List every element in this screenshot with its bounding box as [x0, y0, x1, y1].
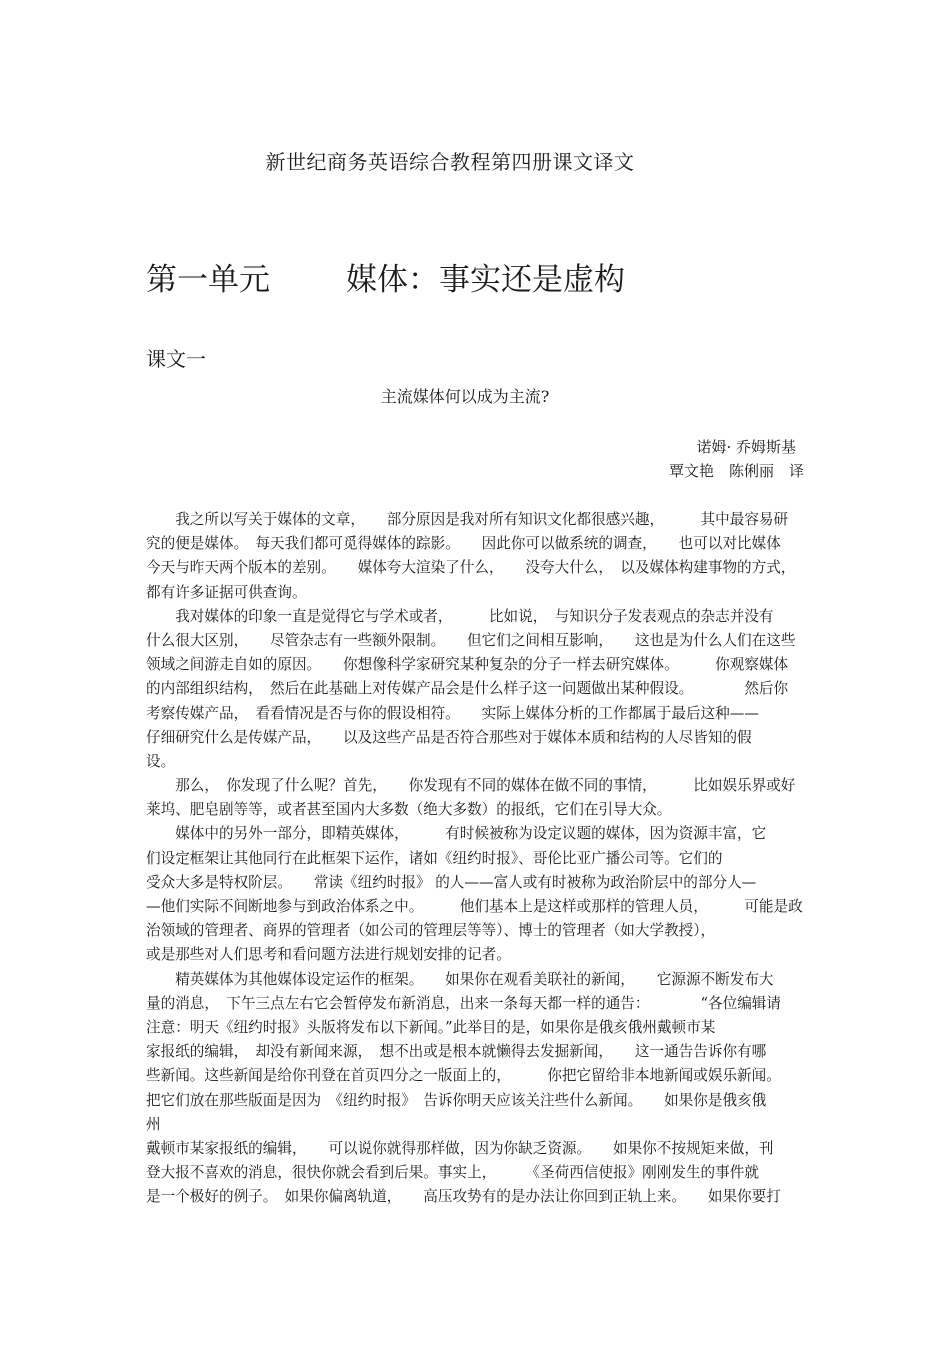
- body-line: 考察传媒产品， 看看情况是否与你的假设相符。 实际上媒体分析的工作都属于最后这种——: [146, 704, 759, 722]
- author-byline: 诺姆· 乔姆斯基: [696, 438, 796, 456]
- body-line: 是一个极好的例子。 如果你偏离轨道， 高压攻势有的是办法让你回到正轨上来。 如果你要打: [146, 1188, 781, 1206]
- body-line: 什么很大区别， 尽管杂志有一些额外限制。 但它们之间相互影响， 这也是为什么人们在这些: [146, 631, 796, 649]
- body-line: 登大报不喜欢的消息，很快你就会看到后果。事实上， 《圣荷西信使报》刚刚发生的事件就: [146, 1164, 759, 1182]
- body-line: 那么， 你发现了什么呢？首先， 你发现有不同的媒体在做不同的事情， 比如娱乐界或好: [146, 777, 796, 795]
- body-line: 受众大多是特权阶层。 常读《纽约时报》 的人——富人或有时被称为政治阶层中的部分人—: [146, 873, 757, 891]
- body-line: 都有许多证据可供查询。: [146, 583, 307, 601]
- body-line: 究的便是媒体。 每天我们都可觅得媒体的踪影。 因此你可以做系统的调查， 也可以对比媒体: [146, 535, 781, 553]
- body-line: 戴顿市某家报纸的编辑， 可以说你就得那样做，因为你缺乏资源。 如果你不按规矩来做，刊: [146, 1139, 774, 1157]
- unit-name: 媒体：事实还是虚构: [346, 262, 625, 298]
- body-line: 治领域的管理者、商界的管理者（如公司的管理层等等）、博士的管理者（如大学教授），: [146, 922, 716, 940]
- body-line: 领域之间游走自如的原因。 你想像科学家研究某种复杂的分子一样去研究媒体。 你观察媒体: [146, 656, 789, 674]
- body-line: 媒体中的另外一部分，即精英媒体， 有时候被称为设定议题的媒体，因为资源丰富，它: [146, 825, 767, 843]
- unit-heading: [146, 254, 625, 299]
- body-line: 州: [146, 1115, 161, 1133]
- body-line: 注意：明天《纽约时报》头版将发布以下新闻。”此举目的是，如果你是俄亥俄州戴顿市某: [146, 1018, 716, 1036]
- unit-label: 第一单元: [146, 262, 270, 298]
- document-title: 新世纪商务英语综合教程第四册课文译文: [265, 150, 635, 174]
- body-line: 把它们放在那些版面是因为 《纽约时报》 告诉你明天应该关注些什么新闻。 如果你是俄亥俄: [146, 1091, 767, 1109]
- body-line: 今天与昨天两个版本的差别。 媒体夸大渲染了什么， 没夸大什么， 以及媒体构建事物的方式，: [146, 559, 796, 577]
- article-title: 主流媒体何以成为主流?: [380, 387, 550, 406]
- body-line: 仔细研究什么是传媒产品， 以及这些产品是否符合那些对于媒体本质和结构的人尽皆知的假: [146, 728, 752, 746]
- body-line: —他们实际不间断地参与到政治体系之中。 他们基本上是这样或那样的管理人员， 可能是政: [146, 898, 803, 915]
- body-line: 家报纸的编辑， 却没有新闻来源， 想不出或是根本就懒得去发掘新闻， 这一通告告诉你有哪: [146, 1043, 767, 1061]
- body-line: 设。: [146, 752, 176, 770]
- body-line: 的内部组织结构， 然后在此基础上对传媒产品会是什么样子这一问题做出某种假设。 然后你: [146, 680, 789, 698]
- body-line: 量的消息， 下午三点左右它会暂停发布新消息，出来一条每天都一样的通告： “各位编辑请: [146, 994, 781, 1012]
- body-line: 我对媒体的印象一直是觉得它与学术或者， 比如说， 与知识分子发表观点的杂志并没有: [146, 607, 774, 625]
- body-line: 莱坞、肥皂剧等等，或者甚至国内大多数（绝大多数）的报纸，它们在引导大众。: [146, 801, 672, 819]
- body-line: 精英媒体为其他媒体设定运作的框架。 如果你在观看美联社的新闻， 它源源不断发布大: [146, 970, 774, 988]
- article-body: [146, 508, 806, 1209]
- translator-credit: 覃文艳 陈俐丽 译: [668, 462, 804, 480]
- body-line: 我之所以写关于媒体的文章， 部分原因是我对所有知识文化都很感兴趣， 其中最容易研: [146, 511, 789, 528]
- body-line: 或是那些对人们思考和看问题方法进行规划安排的记者。: [146, 946, 511, 964]
- lesson-label: 课文一: [146, 347, 206, 371]
- body-line: 些新闻。这些新闻是给你刊登在首页四分之一版面上的， 你把它留给非本地新闻或娱乐新闻。: [146, 1067, 781, 1085]
- body-line: 们设定框架让其他同行在此框架下运作，诸如《纽约时报》、哥伦比亚广播公司等。它们的: [146, 849, 723, 867]
